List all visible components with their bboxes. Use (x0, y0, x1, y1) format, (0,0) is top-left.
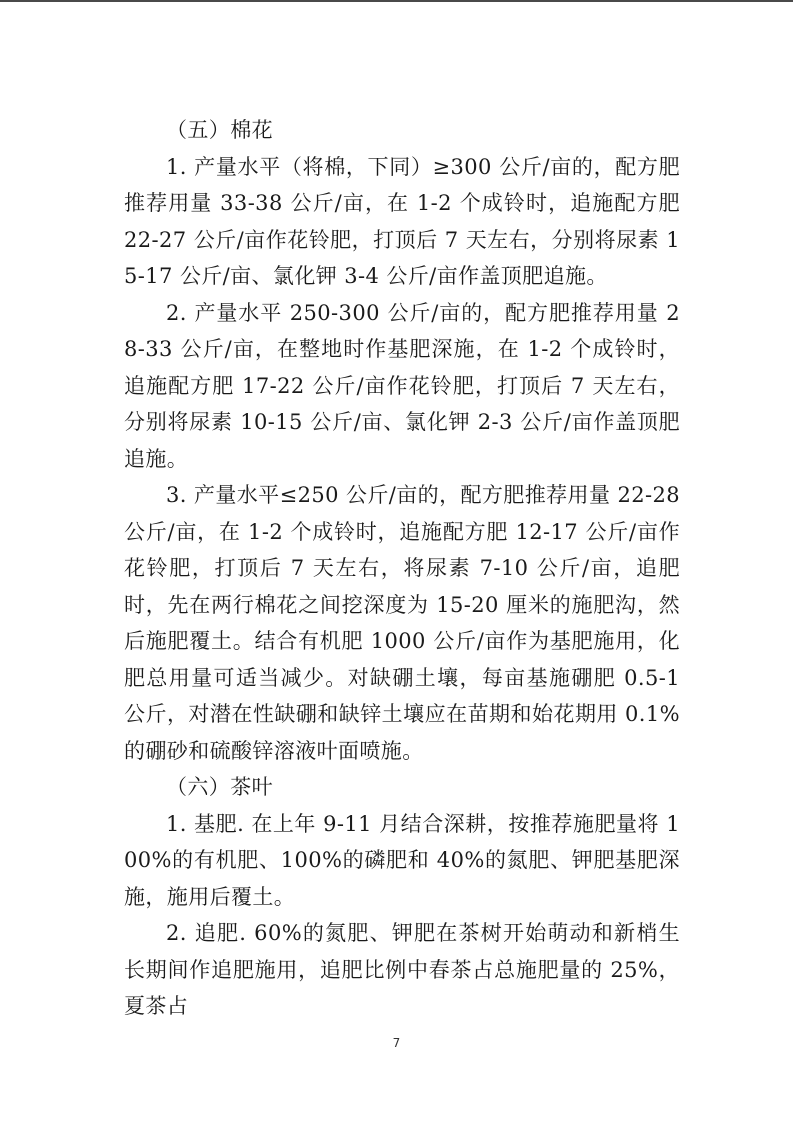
paragraph-tea-1: 1. 基肥. 在上年 9-11 月结合深耕，按推荐施肥量将 100%的有机肥、100%的磷肥和 40%的氮肥、钾肥基肥深施，施用后覆土。 (124, 811, 680, 909)
paragraph-tea-2: 2. 追肥. 60%的氮肥、钾肥在茶树开始萌动和新梢生长期间作追肥施用，追肥比例中春茶占总施肥量的 25%，夏茶占 (124, 921, 680, 1018)
section-cotton (124, 112, 680, 769)
section-heading-cotton: （五）棉花 (166, 118, 273, 142)
paragraph-cotton-2: 2. 产量水平 250-300 公斤/亩的，配方肥推荐用量 28-33 公斤/亩，在整地时作基肥深施，在 1-2 个成铃时，追施配方肥 17-22 公斤/亩作花铃肥，打顶后 7 天左右，分别将尿素 10-15 公斤/亩、氯化钾 2-3 公斤/亩作盖顶肥追施。 (124, 300, 680, 471)
page-number: 7 (392, 1036, 401, 1050)
paragraph-cotton-1: 1. 产量水平（将棉，下同）≥300 公斤/亩的，配方肥推荐用量 33-38 公斤/亩，在 1-2 个成铃时，追施配方肥 22-27 公斤/亩作花铃肥，打顶后 7 天左右，分别将尿素 15-17 公斤/亩、氯化钾 3-4 公斤/亩作盖顶肥追施。 (124, 154, 680, 288)
section-tea (124, 769, 680, 1025)
top-border-line (0, 0, 793, 2)
document-body (124, 112, 680, 1025)
paragraph-cotton-3: 3. 产量水平≤250 公斤/亩的，配方肥推荐用量 22-28 公斤/亩，在 1-2 个成铃时，追施配方肥 12-17 公斤/亩作花铃肥，打顶后 7 天左右，将尿素 7-10 公斤/亩，追肥时，先在两行棉花之间挖深度为 15-20 厘米的施肥沟，然后施肥覆土。结合有机肥 1000 公斤/亩作为基肥施用，化肥总用量可适当减少。对缺硼土壤，每亩基施硼肥 0.5-1 公斤，对潜在性缺硼和缺锌土壤应在苗期和始花期用 0.1%的硼砂和硫酸锌溶液叶面喷施。 (124, 483, 680, 763)
section-heading-tea: （六）茶叶 (166, 775, 273, 799)
